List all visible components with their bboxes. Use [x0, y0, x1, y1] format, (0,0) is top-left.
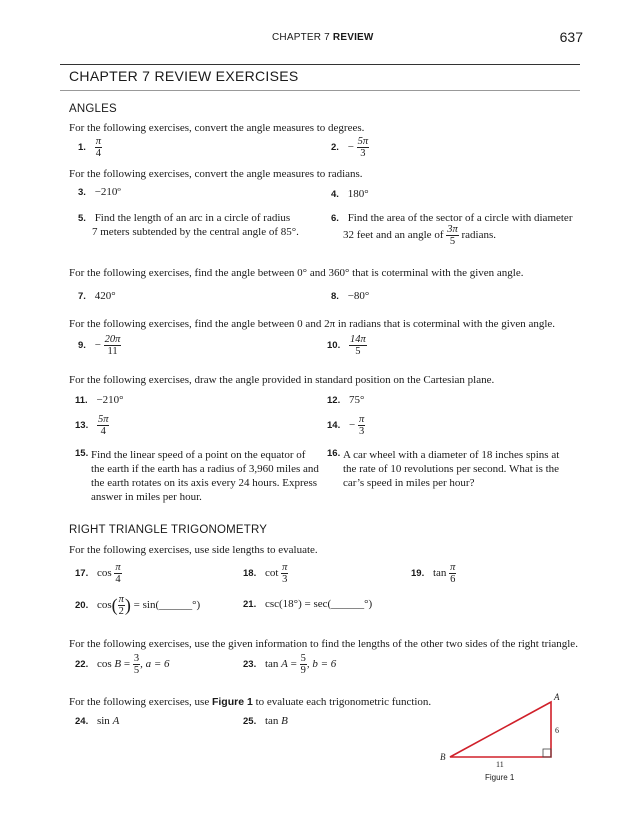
exercise-number: 4.	[331, 189, 339, 200]
exercise-text: 32 feet and an angle of	[343, 229, 444, 242]
exercise-text: −210°	[96, 394, 124, 406]
exercise-number: 11.	[75, 395, 88, 406]
paren-open: (	[111, 595, 118, 616]
exercise-number: 7.	[78, 291, 86, 302]
fraction	[281, 562, 288, 585]
fraction	[114, 562, 121, 585]
exercise-number: 19.	[411, 568, 425, 580]
section-heading-angles: ANGLES	[69, 103, 117, 115]
exercise-1	[78, 136, 102, 159]
exercise-number: 23.	[243, 659, 257, 671]
exercise-text: = sin(______°)	[133, 599, 201, 612]
title-rule	[60, 90, 580, 91]
exercise-number: 10.	[327, 340, 341, 352]
fraction	[104, 334, 122, 357]
page-title: CHAPTER 7 REVIEW EXERCISES	[69, 68, 299, 84]
exercise-14	[327, 414, 365, 437]
denominator: 5	[449, 236, 456, 248]
exercise-text: , b = 6	[306, 658, 337, 671]
side-label-vertical: 6	[555, 726, 559, 735]
exercise-text: Find the area of the sector of a circle with diameter	[347, 212, 573, 224]
exercise-10	[327, 334, 367, 357]
variable: A	[112, 715, 120, 727]
sign: −	[94, 339, 101, 352]
instruction-text: For the following exercises, use	[69, 696, 212, 708]
exercise-6	[331, 212, 572, 224]
exercise-5-line2: 7 meters subtended by the central angle of 85°.	[92, 226, 299, 238]
exercise-number: 24.	[75, 716, 89, 727]
function-name: cos	[96, 599, 112, 612]
exercise-11	[75, 394, 124, 406]
vertex-label-a: A	[554, 692, 560, 702]
numerator: 5π	[357, 136, 369, 147]
exercise-25	[243, 715, 288, 727]
exercise-number: 1.	[78, 142, 86, 154]
numerator: 3π	[447, 224, 458, 235]
exercise-number: 2.	[331, 142, 339, 154]
denominator: 4	[115, 574, 121, 586]
section-heading-right-triangle: RIGHT TRIANGLE TRIGONOMETRY	[69, 524, 268, 536]
exercise-number: 25.	[243, 716, 257, 727]
vertex-label-b: B	[440, 752, 446, 762]
exercise-2	[331, 136, 369, 159]
function-name: tan	[264, 715, 279, 727]
fraction	[300, 653, 307, 676]
exercise-4	[331, 188, 369, 200]
fraction	[97, 414, 110, 437]
denominator: 3	[360, 148, 366, 160]
instruction-6: For the following exercises, use side lengths to evaluate.	[69, 544, 318, 556]
exercise-17	[75, 562, 122, 585]
exercise-number: 20.	[75, 600, 89, 612]
exercise-text: 420°	[94, 290, 116, 302]
denominator: 3	[282, 574, 288, 586]
triangle-outline	[450, 702, 551, 757]
fraction	[133, 653, 140, 676]
header-rule	[60, 64, 580, 65]
numerator: π	[115, 562, 121, 573]
exercise-15	[75, 448, 321, 504]
denominator: 6	[450, 574, 456, 586]
numerator: π	[282, 562, 288, 573]
instruction-2: For the following exercises, convert the angle measures to radians.	[69, 168, 363, 180]
running-header	[272, 32, 374, 43]
exercise-8	[331, 290, 369, 302]
denominator: 9	[300, 665, 306, 677]
exercise-text: , a = 6	[140, 658, 170, 671]
function-name: tan	[432, 567, 447, 580]
exercise-12	[327, 394, 364, 406]
variable: B	[114, 658, 122, 671]
denominator: 3	[358, 426, 365, 438]
denominator: 2	[118, 606, 124, 618]
exercise-number: 8.	[331, 291, 339, 302]
numerator: 5	[300, 653, 306, 664]
exercise-7	[78, 290, 116, 302]
numerator: π	[450, 562, 456, 573]
exercise-9	[78, 334, 121, 357]
exercise-19	[411, 562, 456, 585]
variable: B	[281, 715, 288, 727]
numerator: π	[95, 136, 101, 147]
fraction	[449, 562, 456, 585]
exercise-text: csc(18°) = sec(______°)	[264, 598, 373, 610]
header-review: REVIEW	[332, 32, 374, 43]
instruction-7: For the following exercises, use the given information to find the lengths of the other two sides of the right triangle.	[69, 638, 578, 650]
exercise-22	[75, 653, 170, 676]
fraction	[118, 594, 125, 617]
denominator: 4	[95, 148, 101, 160]
right-angle-marker	[543, 749, 551, 757]
exercise-number: 16.	[327, 448, 341, 459]
exercise-text: 180°	[347, 188, 369, 200]
exercise-18	[243, 562, 288, 585]
exercise-20	[75, 594, 200, 617]
exercise-3	[78, 186, 121, 198]
exercise-text: −80°	[347, 290, 370, 302]
instruction-5: For the following exercises, draw the angle provided in standard position on the Cartesian plane.	[69, 374, 495, 386]
figure-caption: Figure 1	[485, 773, 515, 782]
numerator: π	[118, 594, 124, 605]
fraction	[358, 414, 365, 437]
fraction	[95, 136, 102, 159]
exercise-number: 6.	[331, 213, 339, 224]
function-name: cos	[96, 658, 112, 671]
exercise-number: 18.	[243, 568, 257, 580]
equals: =	[287, 658, 300, 671]
instruction-4: For the following exercises, find the angle between 0 and 2π in radians that is coterminal with the given angle.	[69, 318, 556, 330]
sign: −	[348, 419, 356, 432]
exercise-number: 3.	[78, 187, 86, 198]
exercise-21	[243, 598, 372, 610]
paren-close: )	[124, 595, 131, 616]
exercise-number: 12.	[327, 395, 341, 406]
exercise-text: Find the linear speed of a point on the equator of the earth if the earth has a radius of 3,960 miles and the earth rotates on its axis every 24 hours. Express answer in miles per hour.	[91, 449, 319, 503]
denominator: 11	[107, 346, 118, 358]
numerator: 3	[133, 653, 140, 664]
variable: A	[281, 658, 288, 671]
numerator: π	[358, 414, 365, 425]
denominator: 5	[355, 346, 361, 358]
numerator: 14π	[349, 334, 366, 345]
exercise-number: 13.	[75, 420, 89, 432]
exercise-text: 75°	[348, 394, 365, 406]
exercise-23	[243, 653, 336, 676]
exercise-5	[78, 212, 290, 224]
exercise-number: 21.	[243, 599, 257, 610]
instruction-8	[69, 696, 431, 708]
exercise-number: 17.	[75, 568, 89, 580]
denominator: 4	[100, 426, 106, 438]
exercise-number: 22.	[75, 659, 89, 671]
exercise-6-line2	[343, 224, 496, 247]
exercise-text: A car wheel with a diameter of 18 inches spins at the rate of 10 revolutions per second. What is the car’s speed in miles per hour?	[343, 449, 560, 489]
function-name: cot	[264, 567, 279, 580]
fraction	[446, 224, 459, 247]
exercise-16	[327, 448, 573, 490]
instruction-3: For the following exercises, find the angle between 0° and 360° that is coterminal with the given angle.	[69, 267, 524, 279]
function-name: cos	[96, 567, 112, 580]
fraction	[357, 136, 370, 159]
page-number: 637	[559, 29, 583, 45]
exercise-text: −210º	[94, 186, 121, 198]
side-label-horizontal: 11	[496, 760, 504, 769]
exercise-number: 14.	[327, 420, 341, 432]
instruction-1: For the following exercises, convert the angle measures to degrees.	[69, 122, 365, 134]
numerator: 20π	[104, 334, 121, 345]
exercise-number: 15.	[75, 448, 89, 459]
denominator: 5	[133, 665, 140, 677]
exercise-text: radians.	[461, 229, 497, 242]
function-name: sin	[96, 715, 110, 727]
exercise-number: 5.	[78, 213, 86, 224]
exercise-13	[75, 414, 109, 437]
sign: −	[347, 141, 354, 154]
equals: =	[121, 658, 133, 671]
exercise-24	[75, 715, 119, 727]
numerator: 5π	[97, 414, 109, 425]
figure-reference: Figure 1	[211, 696, 253, 708]
function-name: tan	[264, 658, 279, 671]
instruction-text: to evaluate each trigonometric function.	[252, 696, 432, 708]
exercise-number: 9.	[78, 340, 86, 352]
exercise-text: Find the length of an arc in a circle of radius	[94, 212, 291, 224]
header-chapter: CHAPTER 7	[272, 32, 330, 43]
figure-1-triangle	[430, 690, 580, 800]
fraction	[349, 334, 367, 357]
